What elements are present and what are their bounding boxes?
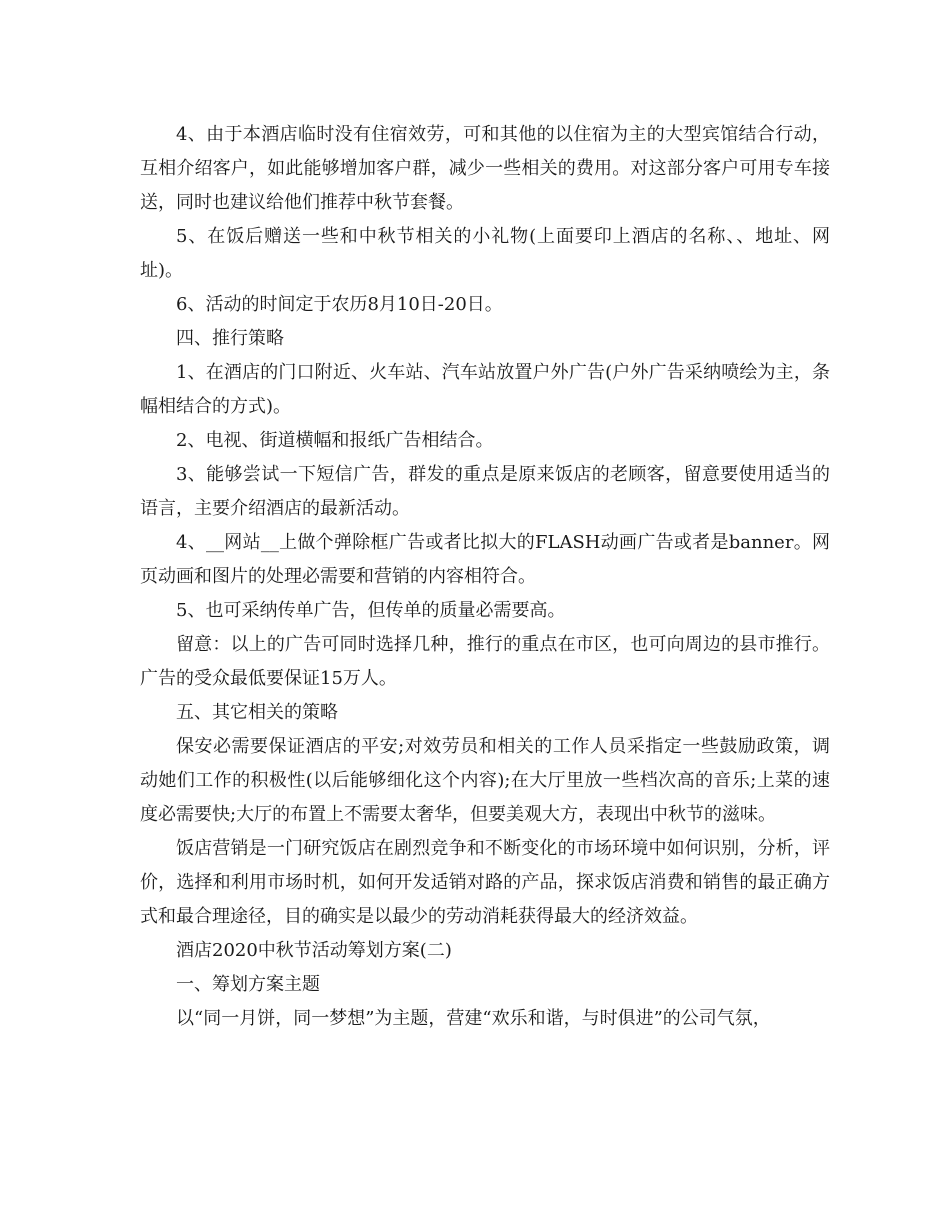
- document-subtitle-plan-two: 酒店2020中秋节活动筹划方案(二): [176, 940, 452, 961]
- paragraph-promo-sms: 3、能够尝试一下短信广告，群发的重点是原来饭店的老顾客，留意要使用适当的语言，主要介绍酒店的最新活动。: [140, 464, 830, 519]
- paragraph-hotel-marketing: 饭店营销是一门研究饭店在剧烈竞争和不断变化的市场环境中如何识别，分析，评价，选择和利用市场时机，如何开发适销对路的产品，探求饭店消费和销售的最正确方式和最合理途径，目的确实是以最少的劳动消耗获得最大的经济效益。: [140, 838, 830, 927]
- section-heading-other-strategies: 五、其它相关的策略: [176, 702, 338, 723]
- paragraph-item-6-event-time: 6、活动的时间定于农历8月10日-20日。: [176, 294, 503, 315]
- paragraph-promo-website: 4、__网站__上做个弹除框广告或者比拟大的FLASH动画广告或者是banner。网页动画和图片的处理必需要和营销的内容相符合。: [140, 532, 830, 587]
- paragraph-promo-tv-street: 2、电视、街道横幅和报纸广告相结合。: [176, 430, 494, 451]
- section-heading-promotion-strategy: 四、推行策略: [176, 328, 284, 349]
- paragraph-plan-theme: 以“同一月饼，同一梦想”为主题，营建“欢乐和谐，与时俱进”的公司气氛，: [176, 1008, 771, 1029]
- paragraph-item-5-gifts: 5、在饭后赠送一些和中秋节相关的小礼物(上面要印上酒店的名称、、地址、网址)。: [140, 226, 830, 281]
- document-body: [140, 118, 830, 1036]
- paragraph-item-4-accommodation: 4、由于本酒店临时没有住宿效劳，可和其他的以住宿为主的大型宾馆结合行动，互相介绍客户，如此能够增加客户群，减少一些相关的费用。对这部分客户可用专车接送，同时也建议给他们推荐中秋节套餐。: [140, 124, 830, 213]
- paragraph-promo-flyers: 5、也可采纳传单广告，但传单的质量必需要高。: [176, 600, 566, 621]
- paragraph-promo-note: 留意：以上的广告可同时选择几种，推行的重点在市区，也可向周边的县市推行。广告的受众最低要保证15万人。: [140, 634, 830, 689]
- paragraph-promo-outdoor-ads: 1、在酒店的门口附近、火车站、汽车站放置户外广告(户外广告采纳喷绘为主，条幅相结合的方式)。: [140, 362, 830, 417]
- section-heading-plan-theme: 一、筹划方案主题: [176, 974, 320, 995]
- paragraph-other-security: 保安必需要保证酒店的平安;对效劳员和相关的工作人员采指定一些鼓励政策，调动她们工作的积极性(以后能够细化这个内容);在大厅里放一些档次高的音乐;上菜的速度必需要快;大厅的布置上不需要太奢华，但要美观大方，表现出中秋节的滋味。: [140, 736, 830, 825]
